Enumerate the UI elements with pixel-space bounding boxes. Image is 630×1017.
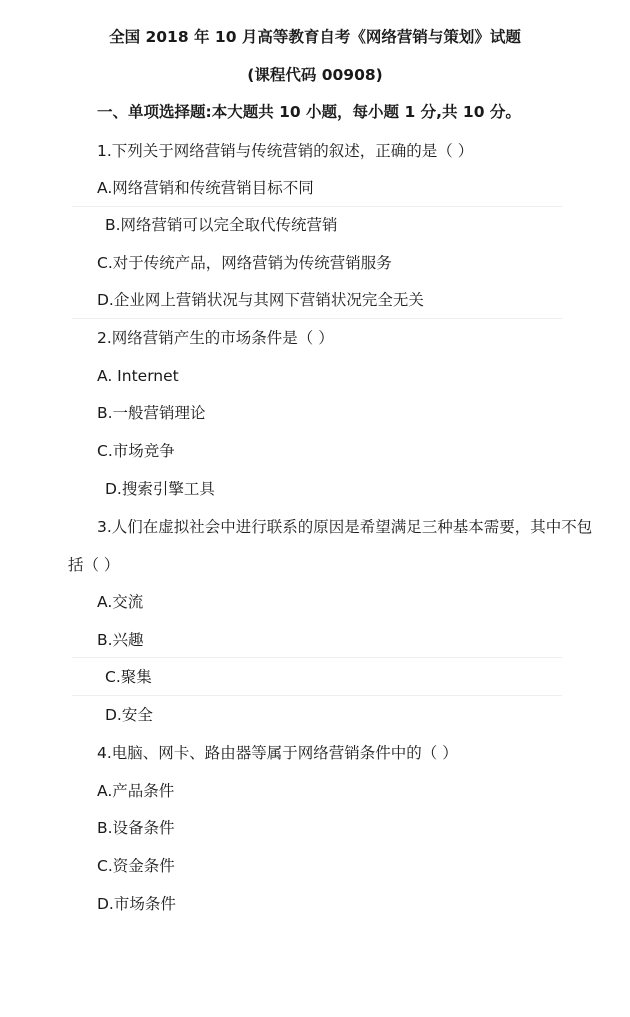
question-2-option-a: A. Internet <box>97 367 179 385</box>
question-2-option-c: C.市场竞争 <box>97 442 175 460</box>
question-1-option-d: D.企业网上营销状况与其网下营销状况完全无关 <box>97 291 424 309</box>
question-1-option-c: C.对于传统产品，网络营销为传统营销服务 <box>97 254 392 272</box>
question-3-option-b: B.兴趣 <box>97 631 144 649</box>
course-code: (课程代码 00908) <box>247 66 383 84</box>
section-heading: 一、单项选择题:本大题共 10 小题，每小题 1 分,共 10 分。 <box>97 103 521 121</box>
question-3-stem-continued: 括（ ） <box>68 556 120 574</box>
question-1-option-a: A.网络营销和传统营销目标不同 <box>97 179 314 197</box>
question-2-stem: 2.网络营销产生的市场条件是（ ） <box>97 329 334 347</box>
divider <box>72 318 562 319</box>
question-4-stem: 4.电脑、网卡、路由器等属于网络营销条件中的（ ） <box>97 744 458 762</box>
question-1-stem: 1.下列关于网络营销与传统营销的叙述，正确的是（ ） <box>97 142 474 160</box>
question-4-option-c: C.资金条件 <box>97 857 175 875</box>
question-4-option-a: A.产品条件 <box>97 782 175 800</box>
question-4-option-d: D.市场条件 <box>97 895 176 913</box>
question-3-option-a: A.交流 <box>97 593 144 611</box>
divider <box>72 206 562 207</box>
question-4-option-b: B.设备条件 <box>97 819 175 837</box>
question-1-option-b: B.网络营销可以完全取代传统营销 <box>105 216 338 234</box>
question-3-option-c: C.聚集 <box>105 668 152 686</box>
question-3-option-d: D.安全 <box>105 706 153 724</box>
question-3-stem: 3.人们在虚拟社会中进行联系的原因是希望满足三种基本需要，其中不包 <box>97 518 593 536</box>
divider <box>72 695 562 696</box>
divider <box>72 657 562 658</box>
exam-title: 全国 2018 年 10 月高等教育自考《网络营销与策划》试题 <box>109 28 521 46</box>
question-2-option-d: D.搜索引擎工具 <box>105 480 215 498</box>
question-2-option-b: B.一般营销理论 <box>97 404 206 422</box>
